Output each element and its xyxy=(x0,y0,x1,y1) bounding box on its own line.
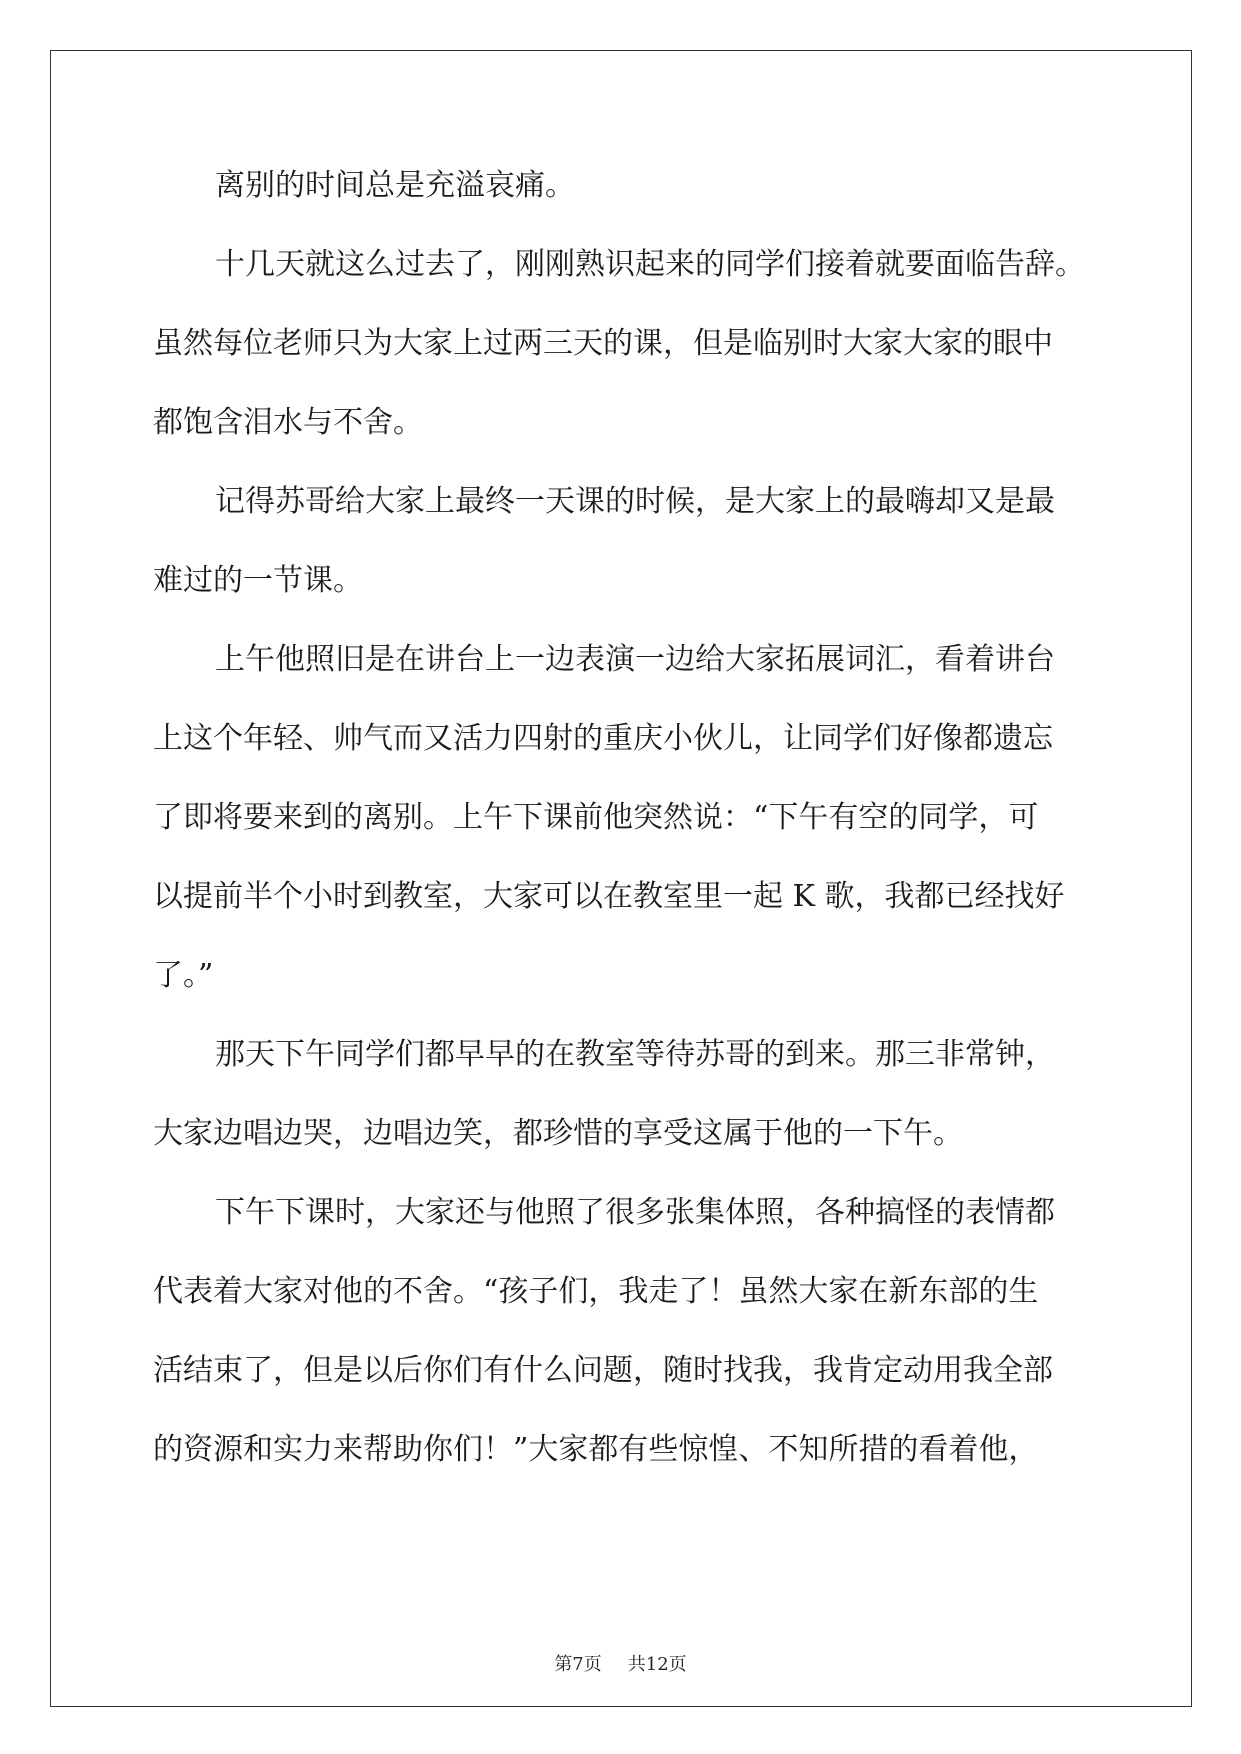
paragraph-line: 记得苏哥给大家上最终一天课的时候，是大家上的最嗨却又是最 xyxy=(215,484,1055,519)
paragraph-line: 了即将要来到的离别。上午下课前他突然说：“下午有空的同学，可 xyxy=(153,800,1039,835)
page-number: 第7页 xyxy=(554,1654,602,1675)
document-body xyxy=(153,165,1103,1470)
paragraph-line: 难过的一节课。 xyxy=(153,563,363,598)
paragraph-line: 上这个年轻、帅气而又活力四射的重庆小伙儿，让同学们好像都遗忘 xyxy=(153,721,1053,756)
page-footer xyxy=(0,1654,1241,1676)
paragraph-line: 代表着大家对他的不舍。“孩子们，我走了！虽然大家在新东部的生 xyxy=(153,1274,1039,1309)
paragraph-line: 下午下课时，大家还与他照了很多张集体照，各种搞怪的表情都 xyxy=(215,1195,1055,1230)
paragraph-line: 上午他照旧是在讲台上一边表演一边给大家拓展词汇，看着讲台 xyxy=(215,642,1055,677)
paragraph-line: 离别的时间总是充溢哀痛。 xyxy=(215,168,575,203)
paragraph-line: 十几天就这么过去了，刚刚熟识起来的同学们接着就要面临告辞。 xyxy=(215,247,1085,282)
paragraph-line: 以提前半个小时到教室，大家可以在教室里一起 K 歌，我都已经找好 xyxy=(153,879,1065,914)
paragraph-line: 的资源和实力来帮助你们！”大家都有些惊惶、不知所措的看着他， xyxy=(153,1432,1039,1467)
page-total: 共12页 xyxy=(627,1654,687,1675)
paragraph-line: 那天下午同学们都早早的在教室等待苏哥的到来。那三非常钟， xyxy=(215,1037,1055,1072)
paragraph-line: 都饱含泪水与不舍。 xyxy=(153,405,423,440)
paragraph-line: 活结束了，但是以后你们有什么问题，随时找我，我肯定动用我全部 xyxy=(153,1353,1053,1388)
paragraph-line: 大家边唱边哭，边唱边笑，都珍惜的享受这属于他的一下午。 xyxy=(153,1116,963,1151)
paragraph-line: 了。” xyxy=(153,958,214,993)
paragraph-line: 虽然每位老师只为大家上过两三天的课，但是临别时大家大家的眼中 xyxy=(153,326,1053,361)
